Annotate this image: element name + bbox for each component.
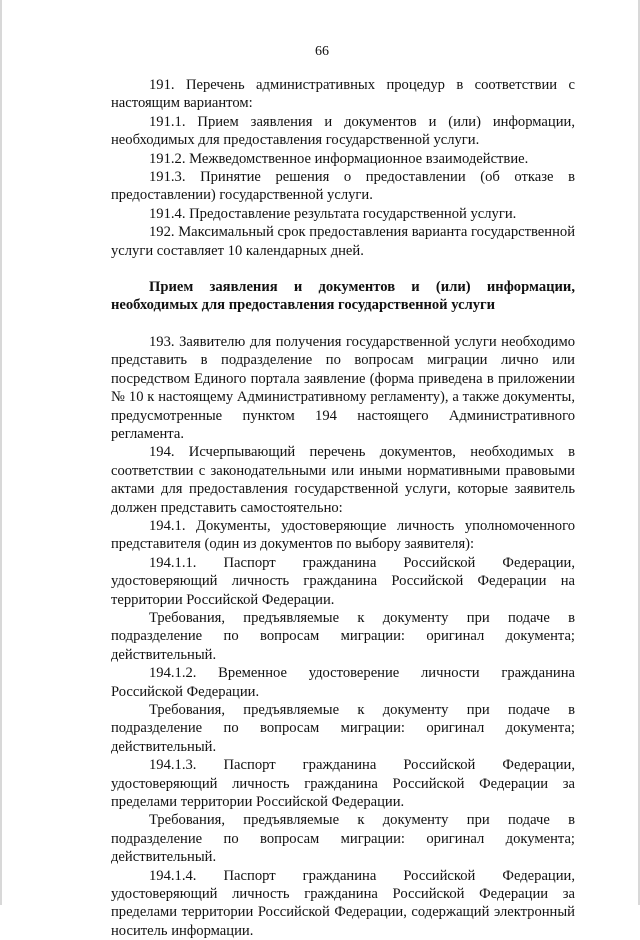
section-heading: Прием заявления и документов и (или) информации, необходимых для предоставления государственной услуги — [111, 279, 575, 314]
paragraph-194-1-2: 194.1.2. Временное удостоверение личности гражданина Российской Федерации. — [111, 665, 575, 700]
paragraph-194: 194. Исчерпывающий перечень документов, необходимых в соответствии с законодательными или иными нормативными правовыми актами для предоставления государственной услуги, которые заявитель должен представить самостоятельно: — [111, 444, 575, 516]
document-body — [111, 76, 575, 940]
paragraph-191-4: 191.4. Предоставление результата государственной услуги. — [149, 205, 517, 222]
requirements-paragraph: Требования, предъявляемые к документу при подаче в подразделение по вопросам миграции: оригинал документа; действительный. — [111, 609, 575, 663]
page-number: 66 — [315, 44, 329, 59]
paragraph-194-1-1: 194.1.1. Паспорт гражданина Российской Федерации, удостоверяющий личность гражданина Российской Федерации на территории Российской Федерации. — [111, 554, 575, 608]
paragraph-191-3: 191.3. Принятие решения о предоставлении (об отказе в предоставлении) государственной услуги. — [111, 169, 575, 204]
paragraph-194-1: 194.1. Документы, удостоверяющие личность уполномоченного представителя (один из документов по выбору заявителя): — [111, 517, 575, 553]
spacer — [111, 260, 575, 278]
paragraph-194-1-4: 194.1.4. Паспорт гражданина Российской Федерации, удостоверяющий личность гражданина Российской Федерации за пределами территории Российской Федерации, содержащий электронный носитель информации. — [111, 867, 575, 939]
paragraph-192: 192. Максимальный срок предоставления варианта государственной услуги составляет 10 календарных дней. — [111, 224, 575, 259]
requirements-paragraph: Требования, предъявляемые к документу при подаче в подразделение по вопросам миграции: оригинал документа; действительный. — [111, 702, 575, 755]
paragraph-194-1-3: 194.1.3. Паспорт гражданина Российской Федерации, удостоверяющий личность гражданина Российской Федерации за пределами территории Российской Федерации. — [111, 757, 575, 811]
paragraph-191: 191. Перечень административных процедур в соответствии с настоящим вариантом: — [111, 77, 575, 112]
spacer — [111, 315, 575, 333]
paragraph-191-2: 191.2. Межведомственное информационное взаимодействие. — [149, 150, 529, 167]
requirements-paragraph: Требования, предъявляемые к документу при подаче в подразделение по вопросам миграции: оригинал документа; действительный. — [111, 812, 575, 866]
paragraph-191-1: 191.1. Прием заявления и документов и (или) информации, необходимых для предоставления государственной услуги. — [111, 113, 575, 149]
paragraph-193: 193. Заявителю для получения государственной услуги необходимо представить в подразделение по вопросам миграции лично или посредством Единого портала заявление (форма приведена в приложении № 10 к настоящему Административному регламенту), а также документы, предусмотренные пунктом 194 настоящего Административного регламента. — [111, 333, 575, 442]
